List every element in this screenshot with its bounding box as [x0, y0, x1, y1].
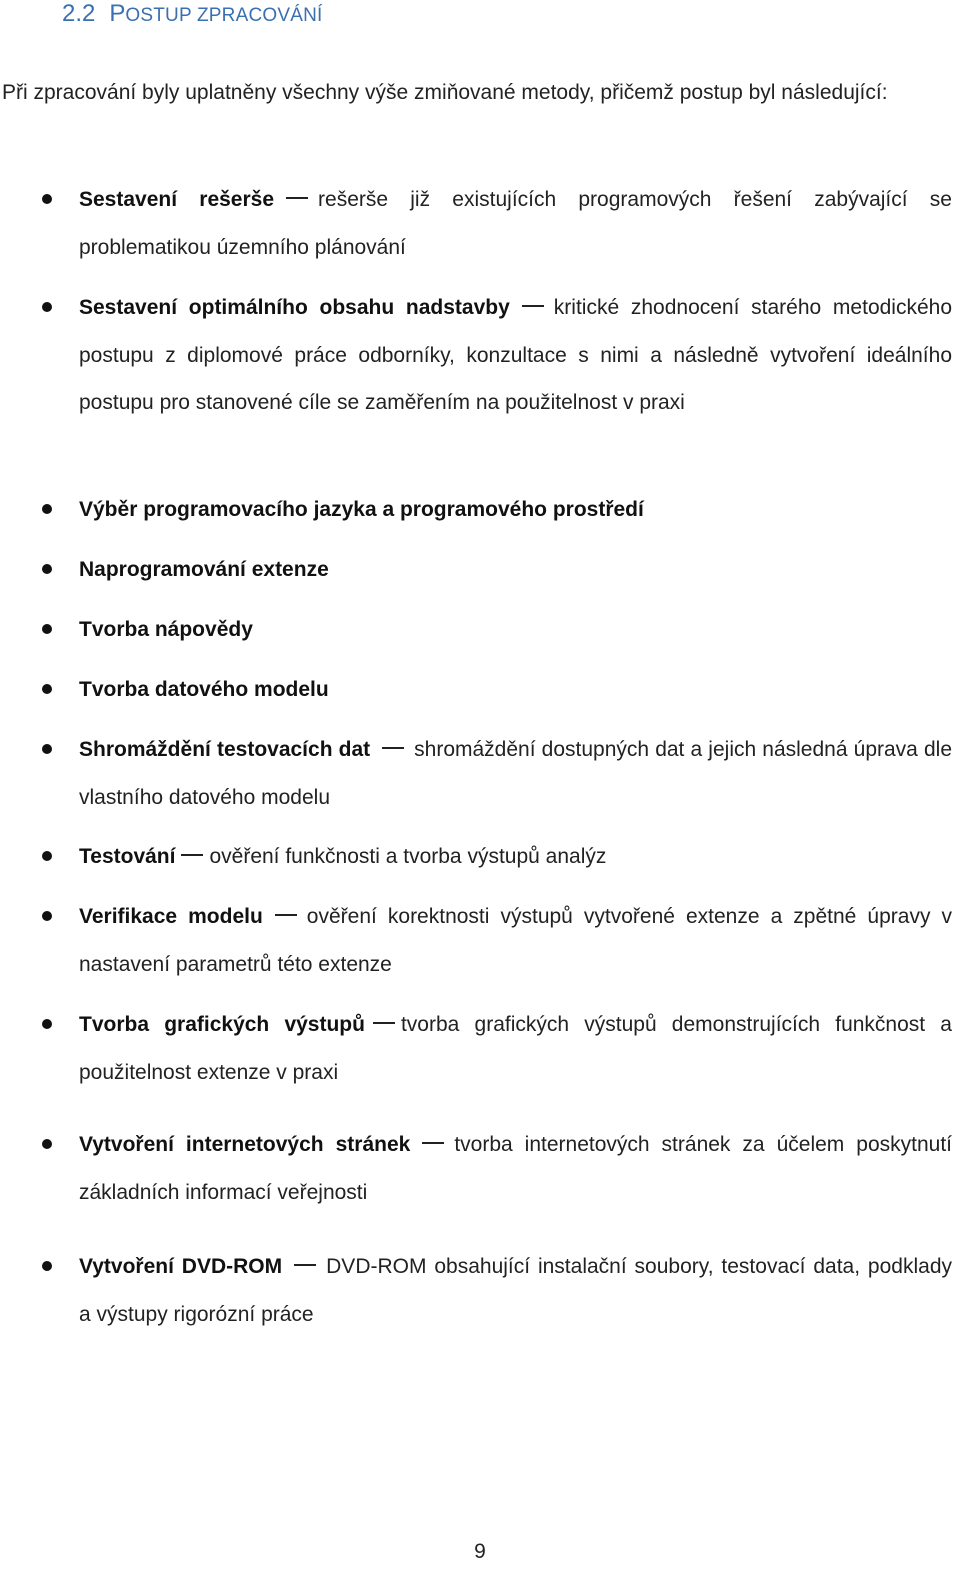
section-number: 2.2	[62, 0, 96, 27]
list-item	[79, 546, 952, 594]
bullet-icon	[42, 624, 52, 634]
list-item	[79, 726, 952, 821]
bullet-icon	[42, 302, 52, 312]
bullet-icon	[42, 744, 52, 754]
section-heading	[62, 0, 323, 32]
bullet-icon	[42, 911, 52, 921]
item-description: rešerše již existujících programových řešení zabývající se problematikou územního plánování	[79, 188, 952, 259]
item-term: Vytvoření DVD-ROM	[79, 1255, 283, 1278]
item-description: DVD-ROM obsahující instalační soubory, testovací data, podklady a výstupy rigorózní práce	[79, 1255, 952, 1326]
list-item	[79, 1121, 952, 1216]
list-item	[79, 176, 952, 271]
dash-separator	[382, 747, 404, 749]
bullet-icon	[42, 1139, 52, 1149]
intro-paragraph: Při zpracování byly uplatněny všechny výše zmiňované metody, přičemž postup byl následující:	[2, 81, 888, 104]
item-term: Výběr programovacího jazyka a programového prostředí	[79, 498, 644, 521]
list-item	[79, 606, 952, 654]
item-term: Shromáždění testovacích dat	[79, 738, 371, 761]
item-description: ověření korektnosti výstupů vytvořené extenze a zpětné úpravy v nastavení parametrů této extenze	[79, 905, 952, 976]
item-term: Sestavení optimálního obsahu nadstavby	[79, 296, 510, 319]
item-description: tvorba grafických výstupů demonstrujících funkčnost a použitelnost extenze v praxi	[79, 1013, 952, 1084]
dash-separator	[275, 914, 297, 916]
page-number: 9	[474, 1540, 486, 1563]
bullet-icon	[42, 194, 52, 204]
section-title-initial: P	[109, 0, 126, 27]
dash-separator	[422, 1142, 444, 1144]
item-description: ověření funkčnosti a tvorba výstupů analýz	[209, 845, 607, 868]
bullet-icon	[42, 684, 52, 694]
dash-separator	[294, 1264, 316, 1266]
item-term: Tvorba datového modelu	[79, 678, 329, 701]
item-term: Testování	[79, 845, 176, 868]
list-item	[79, 893, 952, 988]
list-item	[79, 1001, 952, 1096]
dash-separator	[373, 1022, 395, 1024]
section-title-rest: OSTUP ZPRACOVÁNÍ	[125, 5, 323, 26]
item-description: kritické zhodnocení starého metodického postupu z diplomové práce odborníky, konzultace s nimi a následně vytvoření ideálního postupu pro stanovené cíle se zaměřením na použitelnost v praxi	[79, 296, 953, 414]
dash-separator	[522, 305, 544, 307]
item-term: Tvorba grafických výstupů	[79, 1013, 365, 1036]
bullet-icon	[42, 851, 52, 861]
bullet-icon	[42, 564, 52, 574]
bullet-icon	[42, 1019, 52, 1029]
item-description: tvorba internetových stránek za účelem poskytnutí základních informací veřejnosti	[79, 1133, 952, 1204]
list-item	[79, 666, 952, 714]
dash-separator	[181, 854, 203, 856]
item-term: Vytvoření internetových stránek	[79, 1133, 411, 1156]
list-item	[79, 486, 952, 534]
bullet-icon	[42, 1261, 52, 1271]
item-description: shromáždění dostupných dat a jejich následná úprava dle vlastního datového modelu	[79, 738, 952, 809]
item-term: Verifikace modelu	[79, 905, 263, 928]
item-term: Sestavení rešerše	[79, 188, 275, 211]
dash-separator	[286, 197, 308, 199]
item-term: Tvorba nápovědy	[79, 618, 253, 641]
item-term: Naprogramování extenze	[79, 558, 329, 581]
list-item	[79, 1243, 952, 1338]
list-item	[79, 833, 952, 881]
bullet-icon	[42, 504, 52, 514]
list-item	[79, 284, 952, 427]
